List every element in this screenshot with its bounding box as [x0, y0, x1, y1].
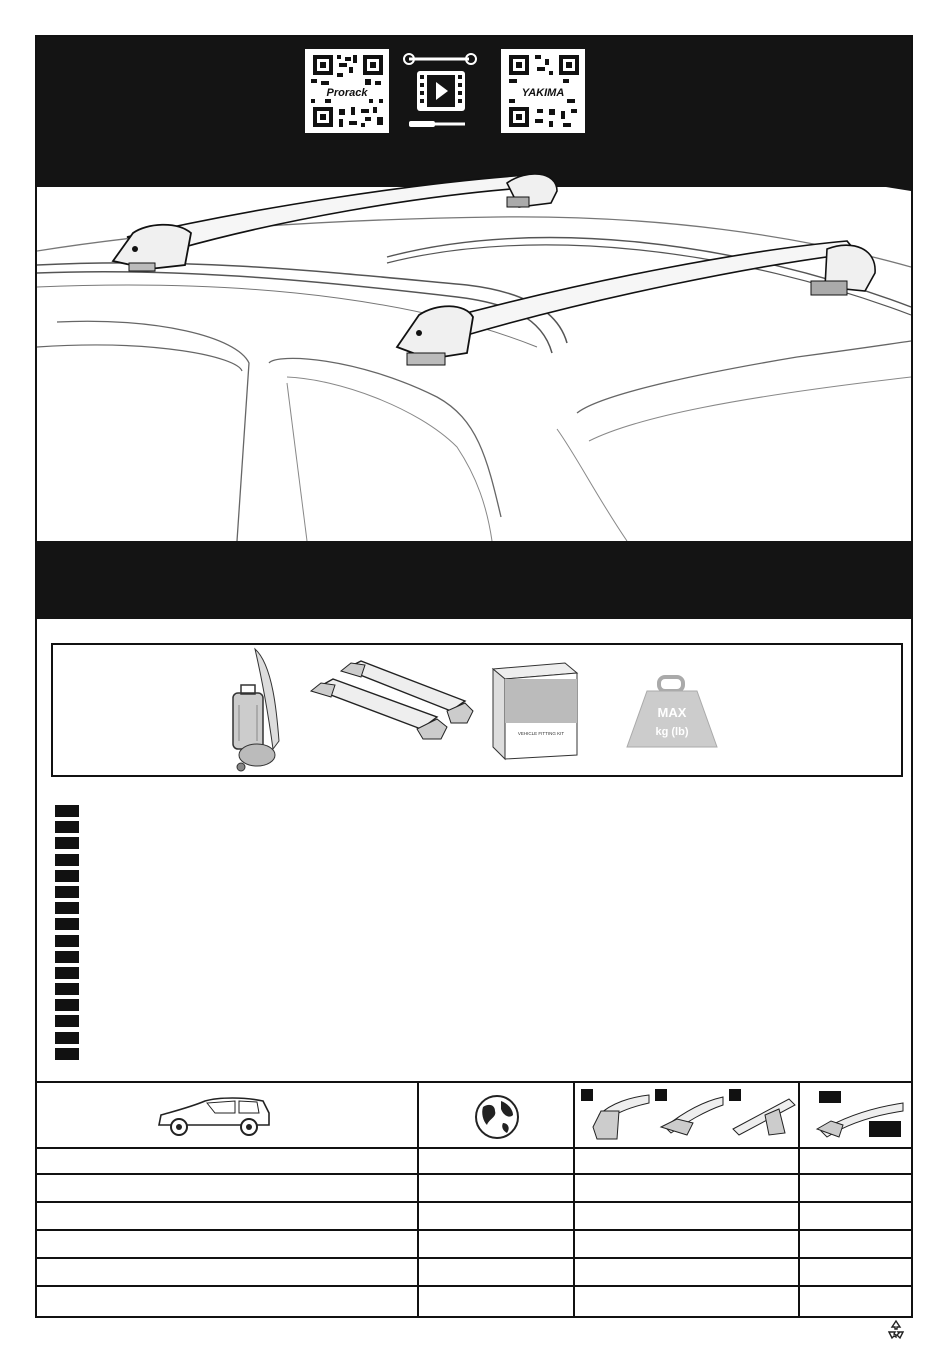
- car-icon: [155, 1095, 273, 1139]
- video-tutorial-panel[interactable]: [403, 49, 479, 133]
- wing-bar-icon: [655, 1089, 725, 1143]
- fitting-kit-box-icon: [491, 661, 581, 771]
- language-chip[interactable]: [55, 886, 79, 898]
- qr-right-label: YAKIMA: [521, 87, 565, 99]
- table-col-divider: [573, 1083, 575, 1316]
- table-row-divider: [37, 1173, 911, 1175]
- qr-left-label: Prorack: [326, 87, 368, 99]
- language-chip[interactable]: [55, 918, 79, 930]
- title-band: [37, 541, 911, 619]
- language-chip[interactable]: [55, 805, 79, 817]
- qr-code-yakima[interactable]: [501, 49, 585, 133]
- alt-bar-icon: [807, 1089, 909, 1143]
- fitment-table: [37, 1081, 911, 1318]
- table-row-divider: [37, 1201, 911, 1203]
- language-chip[interactable]: [55, 1048, 79, 1060]
- table-row-divider: [37, 1285, 911, 1287]
- kit-box-label: VEHICLE FITTING KIT: [517, 731, 565, 736]
- square-bar-icon: [729, 1089, 799, 1143]
- language-chip[interactable]: [55, 902, 79, 914]
- rear-roof-bar: [397, 241, 875, 365]
- bar-type-icons: [575, 1083, 800, 1147]
- flush-bar-icon: [581, 1089, 651, 1143]
- max-load-weight-icon: [625, 675, 719, 751]
- language-chip[interactable]: [55, 1032, 79, 1044]
- language-chip[interactable]: [55, 1015, 79, 1027]
- table-col-divider: [798, 1083, 800, 1316]
- roof-bars-pair-icon: [305, 655, 475, 751]
- language-chip[interactable]: [55, 837, 79, 849]
- language-chip[interactable]: [55, 854, 79, 866]
- language-chip[interactable]: [55, 951, 79, 963]
- fitment-table-header: [37, 1083, 911, 1149]
- video-play-icon: [417, 71, 465, 111]
- package-contents-box: [51, 643, 903, 777]
- globe-icon: [473, 1093, 521, 1141]
- language-chip[interactable]: [55, 967, 79, 979]
- language-chip[interactable]: [55, 983, 79, 995]
- table-row-divider: [37, 1257, 911, 1259]
- language-chip[interactable]: [55, 935, 79, 947]
- instruction-sheet: [35, 35, 913, 1318]
- language-chip[interactable]: [55, 870, 79, 882]
- qr-code-prorack[interactable]: [305, 49, 389, 133]
- vehicle-roof-illustration: [37, 157, 911, 541]
- language-chip[interactable]: [55, 999, 79, 1011]
- table-row-divider: [37, 1229, 911, 1231]
- table-col-divider: [417, 1083, 419, 1316]
- language-chip[interactable]: [55, 821, 79, 833]
- language-list: [55, 805, 79, 1064]
- recycle-icon: [884, 1318, 908, 1342]
- max-label: MAX: [657, 705, 687, 720]
- luggage-icon: [217, 645, 297, 777]
- weight-unit-label: kg (lb): [655, 726, 689, 738]
